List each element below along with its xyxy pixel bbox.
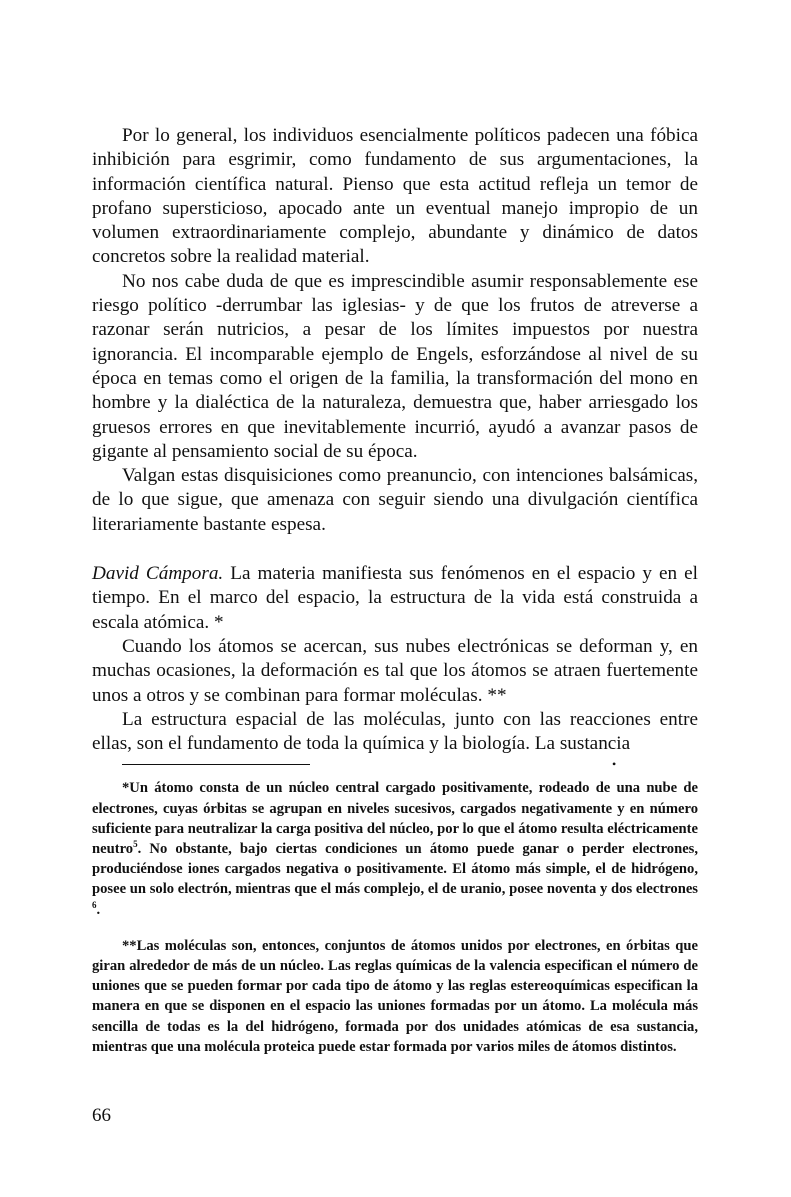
footnote-reference-5: 5 xyxy=(133,839,138,850)
separator-mark: • xyxy=(612,757,617,772)
paragraph-political-inhibition: Por lo general, los individuos esencialmente políticos padecen una fóbica inhibición para esgrimir, como fundamento de sus argumentaciones, la información científica natural. Pienso que esta actitud refleja un temor de profano supersticioso, apocado ante un eventual manejo impropio de un volumen extraordinariamente complejo, abundante y dinámico de datos concretos sobre la realidad material. xyxy=(92,125,698,268)
paragraph-preannouncement: Valgan estas disquisiciones como preanuncio, con intenciones balsámicas, de lo que sigue, que amenaza con seguir siendo una divulgación científica literariamente bastante espesa. xyxy=(92,465,698,535)
footnote-separator xyxy=(92,758,698,778)
page-content xyxy=(92,124,698,1057)
speaker-name: David Cámpora. xyxy=(92,563,224,585)
page-number: 66 xyxy=(92,1105,111,1126)
footnotes xyxy=(92,778,698,1057)
footnote-rule xyxy=(122,764,310,765)
paragraph-political-risk: No nos cabe duda de que es imprescindible asumir responsablemente ese riesgo político -derrumbar las iglesias- y de que los frutos de atreverse a razonar serán nutricios, a pesar de los límites impuestos por nuestra ignorancia. El incomparable ejemplo de Engels, esforzándose al nivel de su época en temas como el origen de la familia, la transformación del mono en hombre y la dialéctica de la naturaleza, demuestra que, haber arriesgado los gruesos errores en que inevitablemente incurrió, ayudó a avanzar pasos de gigante al pensamiento social de su época. xyxy=(92,270,698,462)
main-text xyxy=(92,124,698,756)
footnote-molecules: **Las moléculas son, entonces, conjuntos de átomos unidos por electrones, en órbitas que giran alrededor de más de un núcleo. Las reglas químicas de la valencia especifican el número de uniones que se pueden formar por cada tipo de átomo y las reglas estereoquímicas especifican la manera en que se disponen en el espacio las uniones formadas por un átomo. La molécula más sencilla de todas es la del hidrógeno, formada por dos unidades atómicas de esa sustancia, mientras que una molécula proteica puede estar formada por varios miles de átomos distintos. xyxy=(92,937,698,1055)
paragraph-molecular-structure: La estructura espacial de las moléculas, junto con las reacciones entre ellas, son el fundamento de toda la química y la biología. La sustancia xyxy=(92,708,698,755)
paragraph-david-intro xyxy=(92,562,698,635)
david-first-text: La materia manifiesta sus fenómenos en el espacio y en el tiempo. En el marco del espacio, la estructura de la vida está construida a escala atómica. * xyxy=(92,563,698,633)
footnote-atom: *Un átomo consta de un núcleo central cargado positivamente, rodeado de una nube de electrones, cuyas órbitas se agrupan en niveles sucesivos, cargados negativamente y en número suficiente para neutralizar la carga positiva del núcleo, por lo que el átomo resulta eléctricamente neutro$^5$. No obstante, bajo ciertas condiciones un átomo puede ganar o perder electrones, produciéndose iones cargados negativa o positivamente. El átomo más simple, el de hidrógeno, posee un solo electrón, mientras que el más complejo, el de uranio, posee noventa y dos electrones $^6$. xyxy=(92,780,698,918)
footnote-reference-6: 6 xyxy=(92,899,97,910)
paragraph-atoms-approach: Cuando los átomos se acercan, sus nubes electrónicas se deforman y, en muchas ocasiones, la deformación es tal que los átomos se atraen fuertemente unos a otros y se combinan para formar moléculas. ** xyxy=(92,635,698,706)
